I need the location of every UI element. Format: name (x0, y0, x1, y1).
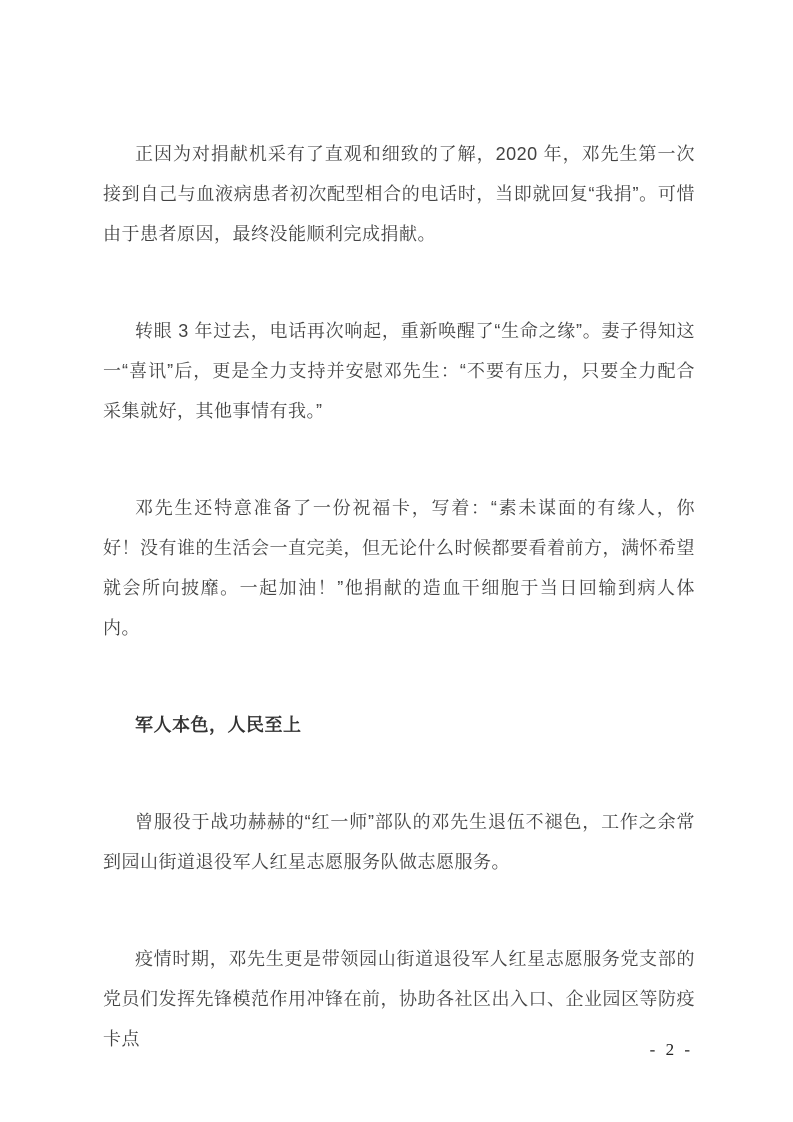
paragraph-second-call: 转眼 3 年过去，电话再次响起，重新唤醒了“生命之缘”。妻子得知这一“喜讯”后，更是全力支持并安慰邓先生：“不要有压力，只要全力配合采集就好，其他事情有我。” (103, 321, 695, 421)
paragraph-blessing-card: 邓先生还特意准备了一份祝福卡，写着：“素未谋面的有缘人，你好！没有谁的生活会一直完美，但无论什么时候都要看着前方，满怀希望就会所向披靡。一起加油！”他捐献的造血干细胞于当日回输到病人体内。 (103, 498, 695, 638)
paragraph-donation-call: 正因为对捐献机采有了直观和细致的了解，2020 年，邓先生第一次接到自己与血液病患者初次配型相合的电话时，当即就回复“我捐”。可惜由于患者原因，最终没能顺利完成捐献。 (103, 144, 695, 244)
document-body (103, 134, 695, 1116)
page-number: - 2 - (649, 1040, 693, 1059)
paragraph-pandemic-service: 疫情时期，邓先生更是带领园山街道退役军人红星志愿服务党支部的党员们发挥先锋模范作用冲锋在前，协助各社区出入口、企业园区等防疫卡点 (103, 949, 695, 1049)
section-heading-soldier-spirit: 军人本色，人民至上 (135, 715, 302, 735)
paragraph-veteran-volunteer: 曾服役于战功赫赫的“红一师”部队的邓先生退伍不褪色，工作之余常到园山街道退役军人红星志愿服务队做志愿服务。 (103, 812, 695, 872)
